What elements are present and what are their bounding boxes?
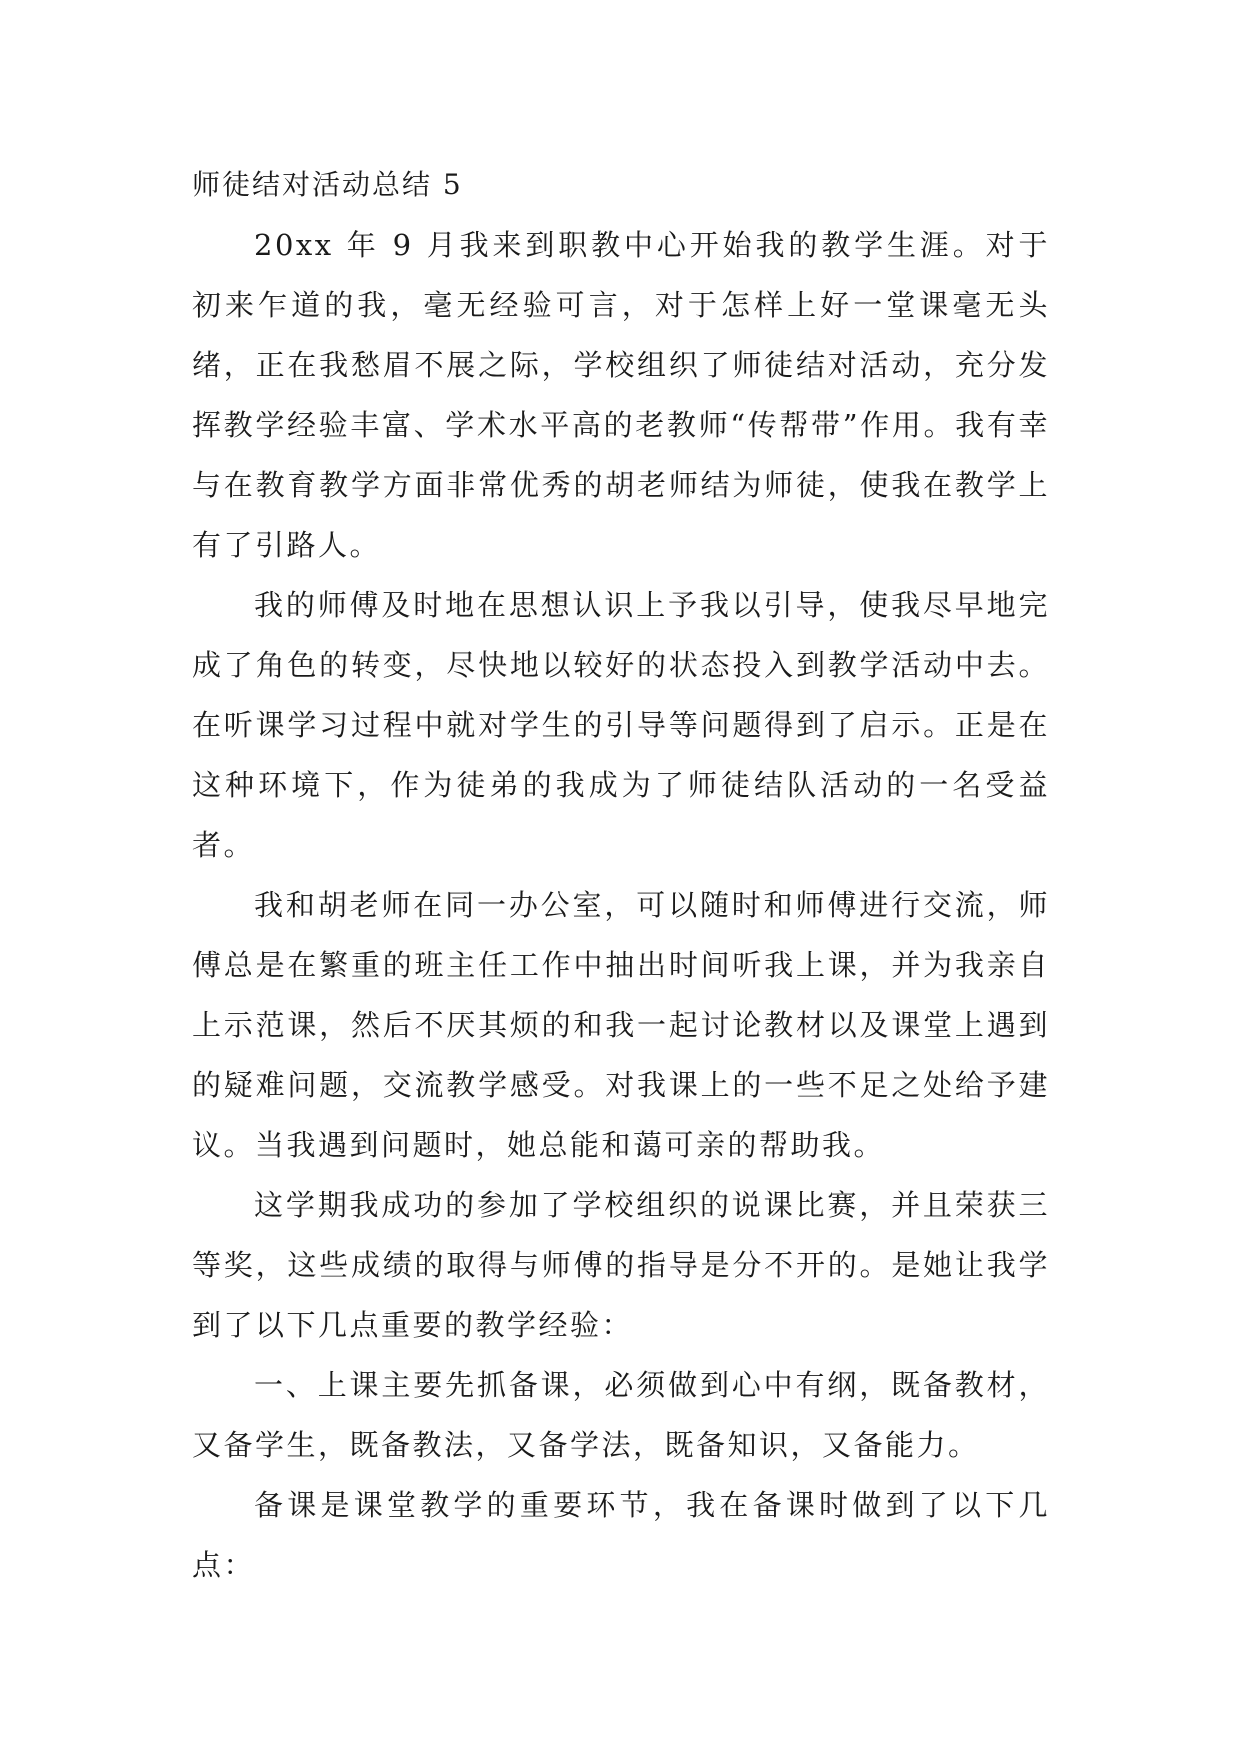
document-title: 师徒结对活动总结 5 (192, 168, 463, 201)
document-body (192, 155, 1050, 1595)
paragraph-5: 一、上课主要先抓备课，必须做到心中有纲，既备教材，又备学生，既备教法，又备学法，既备知识，又备能力。 (192, 1368, 1050, 1462)
paragraph-4: 这学期我成功的参加了学校组织的说课比赛，并且荣获三等奖，这些成绩的取得与师傅的指导是分不开的。是她让我学到了以下几点重要的教学经验： (192, 1188, 1050, 1342)
paragraph-3: 我和胡老师在同一办公室，可以随时和师傅进行交流，师傅总是在繁重的班主任工作中抽出时间听我上课，并为我亲自上示范课，然后不厌其烦的和我一起讨论教材以及课堂上遇到的疑难问题，交流教学感受。对我课上的一些不足之处给予建议。当我遇到问题时，她总能和蔼可亲的帮助我。 (192, 888, 1050, 1162)
paragraph-6: 备课是课堂教学的重要环节，我在备课时做到了以下几点： (192, 1488, 1050, 1582)
paragraph-2: 我的师傅及时地在思想认识上予我以引导，使我尽早地完成了角色的转变，尽快地以较好的状态投入到教学活动中去。在听课学习过程中就对学生的引导等问题得到了启示。正是在这种环境下，作为徒弟的我成为了师徒结队活动的一名受益者。 (192, 588, 1050, 862)
paragraph-1: 20xx 年 9 月我来到职教中心开始我的教学生涯。对于初来乍道的我，毫无经验可言，对于怎样上好一堂课毫无头绪，正在我愁眉不展之际，学校组织了师徒结对活动，充分发挥教学经验丰富、学术水平高的老教师“传帮带”作用。我有幸与在教育教学方面非常优秀的胡老师结为师徒，使我在教学上有了引路人。 (192, 228, 1050, 562)
